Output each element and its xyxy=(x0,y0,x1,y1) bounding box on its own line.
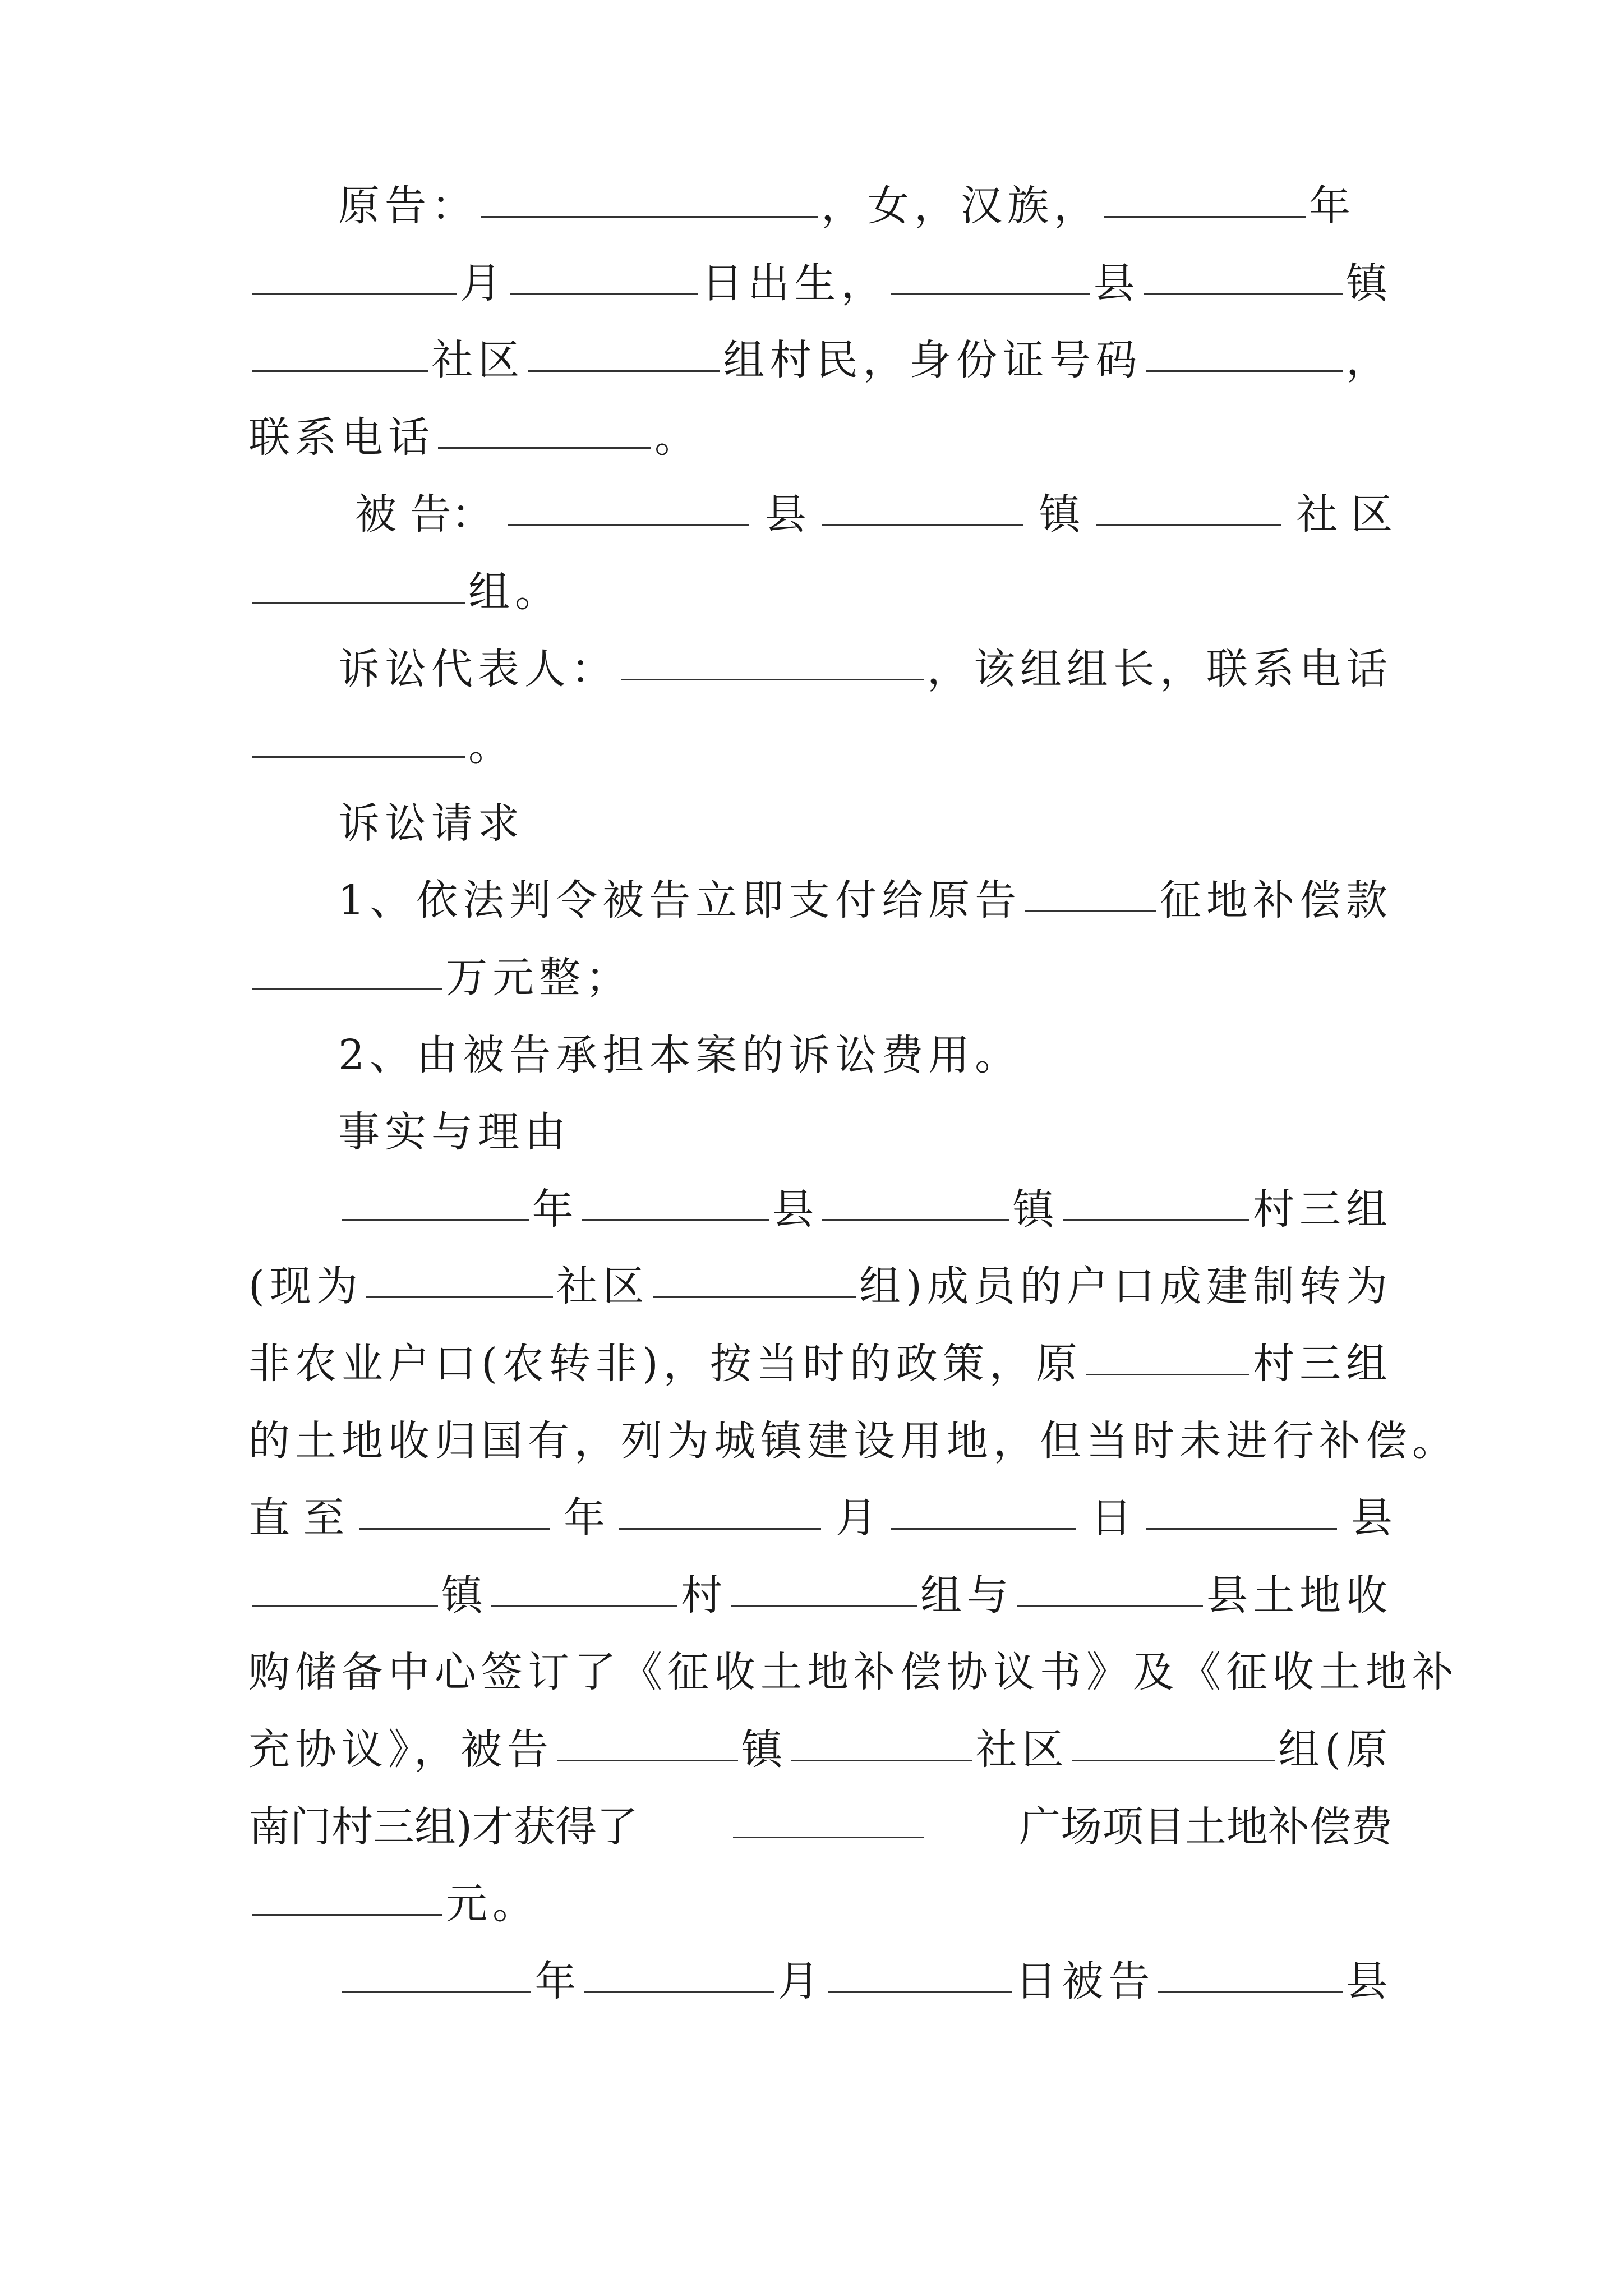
text-line xyxy=(338,1090,1393,1167)
line-text: 镇 xyxy=(1039,490,1081,539)
line-text: 。 xyxy=(654,413,701,462)
fill-in-blank[interactable] xyxy=(1144,256,1343,295)
text-line xyxy=(248,1244,1393,1322)
line-text: 诉讼代表人： xyxy=(338,645,617,693)
line-text: 镇 xyxy=(1346,259,1393,307)
text-line xyxy=(248,1399,1459,1476)
fill-in-blank[interactable] xyxy=(891,1491,1076,1530)
text-line xyxy=(338,1939,1393,2017)
text-line xyxy=(248,241,1393,319)
fill-in-blank[interactable] xyxy=(653,1259,856,1298)
text-line xyxy=(338,1013,1393,1091)
line-text: 原告： xyxy=(338,182,478,230)
line-text: 县 xyxy=(772,1185,819,1234)
line-text: 元。 xyxy=(446,1880,539,1929)
line-text: 直 至 xyxy=(248,1494,345,1543)
text-line xyxy=(338,858,1393,936)
line-text: 年 xyxy=(1309,182,1355,230)
line-text: ，该组组长，联系电话 xyxy=(927,645,1393,693)
fill-in-blank[interactable] xyxy=(491,1568,677,1607)
fill-in-blank[interactable] xyxy=(891,256,1090,295)
line-text: 组(原 xyxy=(1278,1726,1393,1774)
fill-in-blank[interactable] xyxy=(1146,333,1343,372)
text-line xyxy=(338,627,1393,705)
line-text: 村 xyxy=(681,1571,727,1619)
fill-in-blank[interactable] xyxy=(791,1723,972,1761)
fill-in-blank[interactable] xyxy=(252,951,442,990)
fill-in-blank[interactable] xyxy=(1025,873,1156,912)
line-text: 非农业户口(农转非)，按当时的政策，原 xyxy=(248,1340,1082,1388)
line-text: 月 xyxy=(835,1494,877,1543)
line-text: 日 xyxy=(1090,1494,1132,1543)
fill-in-blank[interactable] xyxy=(828,1954,1012,1993)
line-text: 村三组 xyxy=(1253,1340,1393,1388)
line-text: 组村民，身份证号码 xyxy=(723,336,1142,385)
fill-in-blank[interactable] xyxy=(1086,1337,1249,1375)
fill-in-blank[interactable] xyxy=(252,256,457,295)
line-text: 月 xyxy=(460,259,507,307)
line-text: 广场项目土地补偿费 xyxy=(1019,1802,1393,1851)
fill-in-blank[interactable] xyxy=(1158,1954,1343,1993)
line-text: (现为 xyxy=(248,1262,363,1311)
fill-in-blank[interactable] xyxy=(1146,1491,1337,1530)
fill-in-blank[interactable] xyxy=(252,1568,438,1607)
line-text: ， xyxy=(1346,336,1393,385)
fill-in-blank[interactable] xyxy=(733,1800,924,1838)
line-text: 社区 xyxy=(975,1726,1069,1774)
fill-in-blank[interactable] xyxy=(252,1877,442,1916)
line-text: 社 区 xyxy=(1296,490,1393,539)
text-line xyxy=(248,1476,1393,1553)
line-text: 日被告 xyxy=(1015,1957,1155,2005)
line-text: 县 xyxy=(764,490,806,539)
text-line xyxy=(248,550,1393,627)
line-text: 社区 xyxy=(556,1262,649,1311)
fill-in-blank[interactable] xyxy=(1072,1723,1275,1761)
line-text: 事实与理由 xyxy=(338,1108,571,1157)
line-text: 镇 xyxy=(441,1571,488,1619)
line-text: ，女，汉族， xyxy=(821,182,1100,230)
line-text: 购储备中心签订了《征收土地补偿协议书》及《征收土地补 xyxy=(248,1648,1459,1697)
fill-in-blank[interactable] xyxy=(1104,179,1306,218)
line-text: 征地补偿款 xyxy=(1160,876,1393,925)
line-text: 日出生， xyxy=(701,259,888,307)
line-text: 社区 xyxy=(431,336,525,385)
text-line xyxy=(248,1630,1459,1708)
text-line xyxy=(248,1785,1393,1862)
fill-in-blank[interactable] xyxy=(342,1182,529,1221)
line-text: 诉讼请求 xyxy=(338,799,524,848)
line-text: 组。 xyxy=(468,568,561,616)
text-line xyxy=(248,1708,1393,1785)
line-text: 的土地收归国有，列为城镇建设用地，但当时未进行补偿。 xyxy=(248,1416,1459,1465)
fill-in-blank[interactable] xyxy=(366,1259,553,1298)
text-line xyxy=(355,472,1393,550)
fill-in-blank[interactable] xyxy=(510,256,698,295)
fill-in-blank[interactable] xyxy=(342,1954,531,1993)
text-line xyxy=(338,1167,1393,1245)
line-text: 充协议》，被告 xyxy=(248,1726,554,1774)
line-text: 2、由被告承担本案的诉讼费用。 xyxy=(338,1030,1022,1079)
line-text: 万元整； xyxy=(446,954,632,1002)
line-text: 年 xyxy=(532,1185,579,1234)
text-line xyxy=(248,1553,1393,1631)
text-line xyxy=(248,395,1393,473)
line-text: 县 xyxy=(1093,259,1140,307)
line-text: 被 告： xyxy=(355,490,493,539)
text-line xyxy=(248,318,1393,395)
text-line xyxy=(248,1322,1393,1399)
line-text: 县 xyxy=(1350,1494,1393,1543)
text-line xyxy=(338,781,1393,859)
fill-in-blank[interactable] xyxy=(528,333,720,372)
fill-in-blank[interactable] xyxy=(621,642,924,680)
text-line xyxy=(248,1862,1393,1939)
line-text: 年 xyxy=(564,1494,606,1543)
fill-in-blank[interactable] xyxy=(508,487,749,526)
line-text: 联系电话 xyxy=(248,413,435,462)
text-line xyxy=(248,936,1393,1013)
fill-in-blank[interactable] xyxy=(822,487,1023,526)
fill-in-blank[interactable] xyxy=(252,333,428,372)
fill-in-blank[interactable] xyxy=(481,179,818,218)
line-text: 南门村三组)才获得了 xyxy=(248,1802,638,1851)
fill-in-blank[interactable] xyxy=(557,1723,738,1761)
fill-in-blank[interactable] xyxy=(1096,487,1281,526)
fill-in-blank[interactable] xyxy=(582,1182,769,1221)
line-text: 年 xyxy=(534,1957,582,2005)
line-text: 月 xyxy=(777,1957,824,2005)
fill-in-blank[interactable] xyxy=(252,565,465,604)
line-text: 组与 xyxy=(920,1571,1013,1619)
line-text: 组)成员的户口成建制转为 xyxy=(859,1262,1393,1311)
line-text: 1、依法判令被告立即支付给原告 xyxy=(338,876,1022,925)
fill-in-blank[interactable] xyxy=(822,1182,1009,1221)
line-text: 镇 xyxy=(1012,1185,1059,1234)
line-text: 县土地收 xyxy=(1206,1571,1393,1619)
fill-in-blank[interactable] xyxy=(1017,1568,1203,1607)
fill-in-blank[interactable] xyxy=(359,1491,550,1530)
fill-in-blank[interactable] xyxy=(731,1568,917,1607)
fill-in-blank[interactable] xyxy=(438,410,651,449)
line-text: 村三组 xyxy=(1253,1185,1393,1234)
text-line xyxy=(338,164,1393,241)
text-line xyxy=(248,704,1393,781)
line-text: 镇 xyxy=(741,1726,788,1774)
line-text: 。 xyxy=(468,722,515,771)
fill-in-blank[interactable] xyxy=(252,719,465,758)
fill-in-blank[interactable] xyxy=(1063,1182,1250,1221)
fill-in-blank[interactable] xyxy=(584,1954,774,1993)
line-text: 县 xyxy=(1346,1957,1393,2005)
fill-in-blank[interactable] xyxy=(619,1491,821,1530)
